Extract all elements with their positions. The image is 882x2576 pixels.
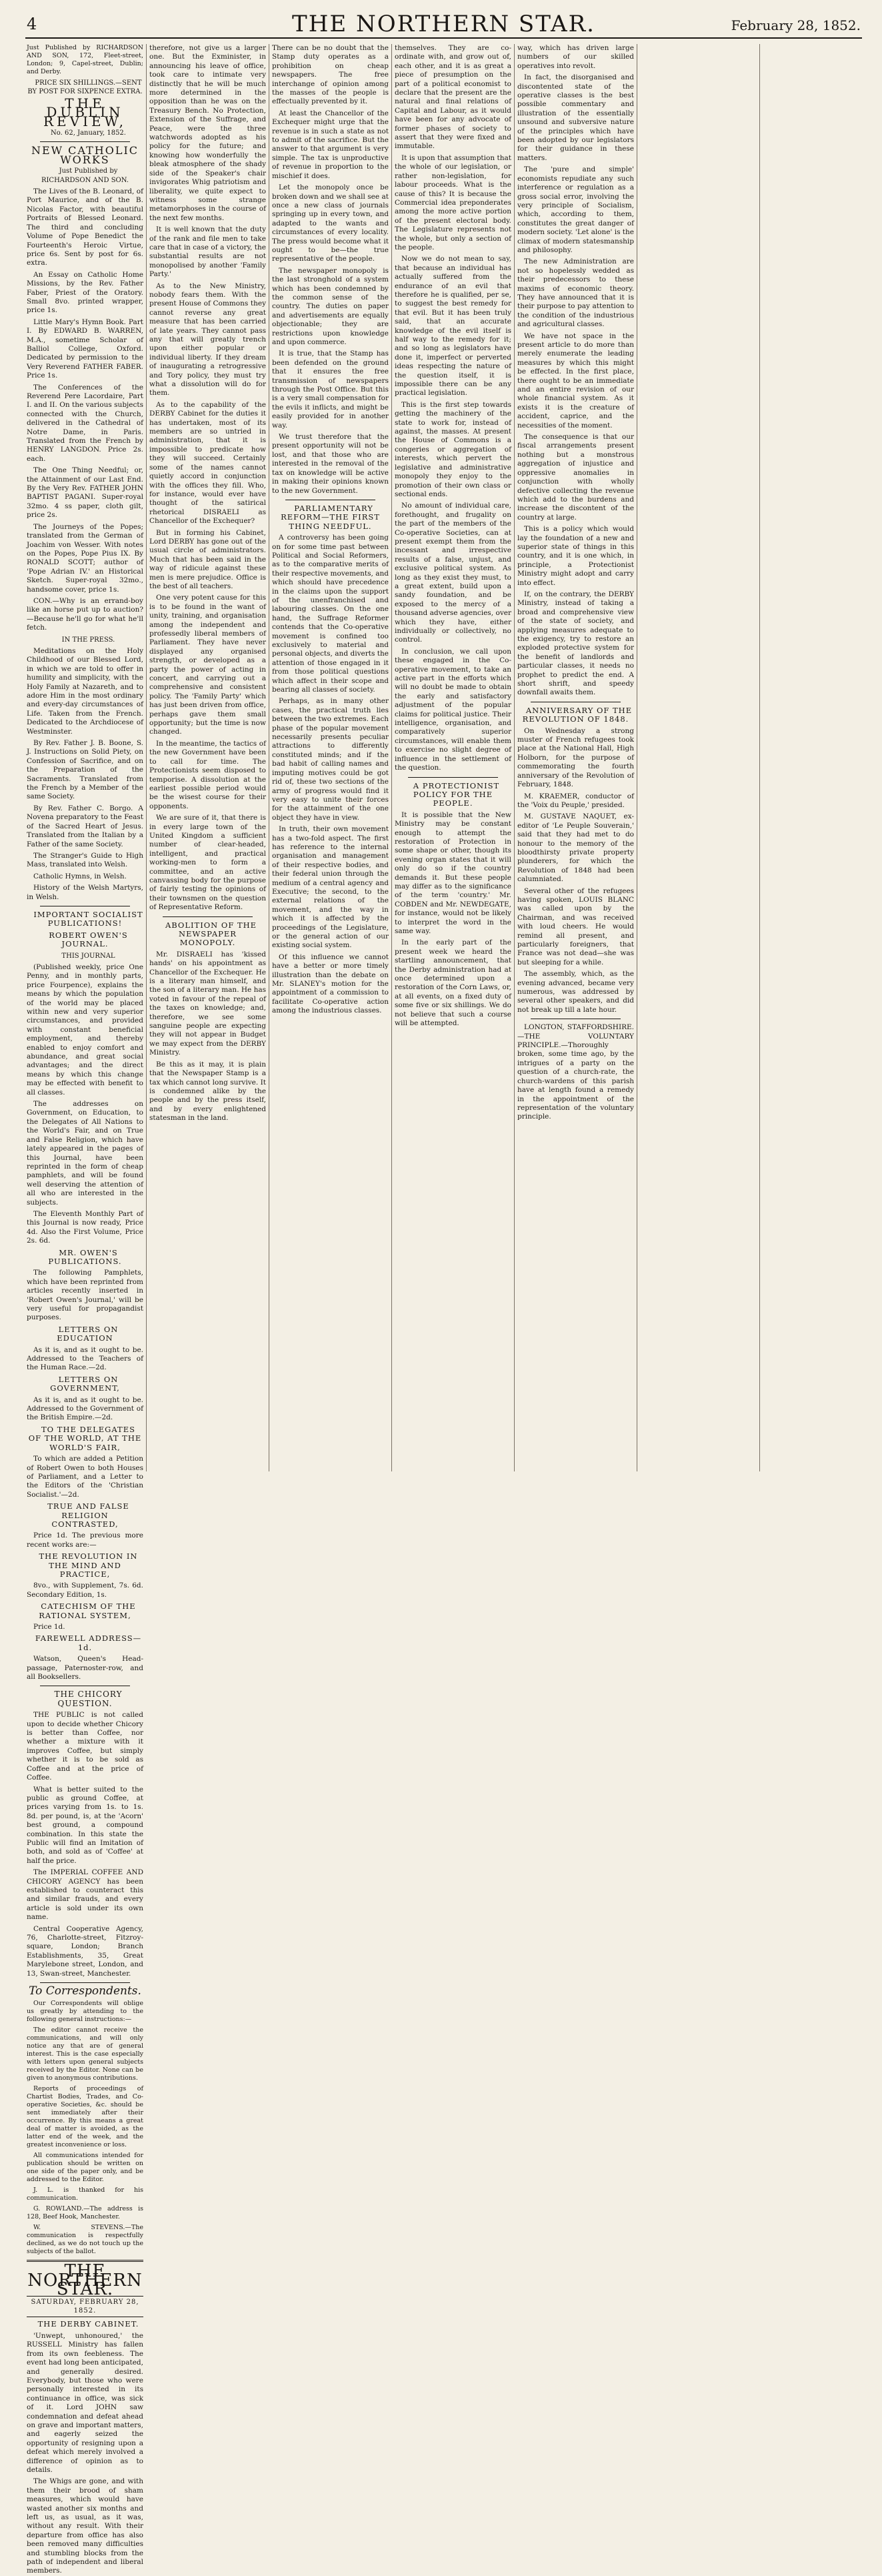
section-heading: IMPORTANT SOCIALIST PUBLICATIONS! <box>33 909 143 928</box>
advert-paragraph: By Rev. Father C. Borgo. A Novena preparatory to the Feast of the Sacred Heart of Jesus. Translated from the Italian by a Father of the same Society. <box>27 804 143 848</box>
section-heading: MR. OWEN'S PUBLICATIONS. <box>48 1247 122 1266</box>
section-heading: LETTERS ON EDUCATION <box>57 1324 119 1343</box>
section-heading: ROBERT OWEN'S JOURNAL. <box>49 930 128 949</box>
article-paragraph: At least the Chancellor of the Exchequer might urge that the revenue is in such a state as not to admit of the sacrifice. But the answer to that argument is very simple. The tax is unproductive of revenue in proportion to the mischief it does. <box>272 109 389 180</box>
advert-paragraph: The Journeys of the Popes; translated from the German of Joachim von Wesser. With notes on the Popes, Pope Pius IX. By RONALD SCOTT; author of 'Pope Adrian IV.' an Historical Sketch. Super-royal 32mo., handsome cover, price 1s. <box>27 522 143 594</box>
works-subtitle: Just Published by RICHARDSON AND SON. <box>41 167 129 184</box>
newspaper-title: THE NORTHERN STAR. <box>292 11 595 37</box>
article-paragraph: Perhaps, as in many other cases, the practical truth lies between the two extremes. Each phase of the popular movement necessarily presents peculiar attractions to differently constituted minds; and if the bad habit of calling names and imputing motives could be got rid of, these two sections of the army of progress would find it very easy to unite their forces for the attainment of the one object they have in view. <box>272 697 389 822</box>
advert-paragraph: CON.—Why is an errand-boy like an horse put up to auction?—Because he'll go for what he'll fetch. <box>27 596 143 632</box>
article-paragraph: therefore, not give us a larger one. But the Exminister, in announcing his leave of office, took care to intimate very distinctly that he will be much more determined in the opposition than he was on the Treasury Bench. No Protection, Extension of the Suffrage, and Peace, were the three watchwords adopted as his policy for the future; and knowing how wonderfully the bleak atmosphere of the shady side of the Speaker's chair invigorates Whig patriotism and liberality, we quite expect to witness some strange metamorphoses in the course of the next few months. <box>149 44 266 222</box>
article-paragraph: Several other of the refugees having spoken, LOUIS BLANC was called upon by the Chairman, and was received with loud cheers. He would remind all present, and particularly foreigners, that France was not dead—she was but sleeping for a while. <box>517 886 634 967</box>
section-heading: TO THE DELEGATES OF THE WORLD, AT THE WORLD'S FAIR, <box>28 1424 142 1452</box>
advert-paragraph: Little Mary's Hymn Book. Part I. By EDWARD B. WARREN, M.A., sometime Scholar of Balliol College, Oxford. Dedicated by permission to the Very Reverend FATHER FABER. Price 1s. <box>27 317 143 380</box>
article-paragraph: Of this influence we cannot have a better or more timely illustration than the debate on Mr. SLANEY's motion for the appointment of a commission to facilitate Co-operative action among the industrious classes. <box>272 952 389 1015</box>
article-paragraph: On Wednesday a strong muster of French refugees took place at the National Hall, High Holborn, for the purpose of commemorating the fourth anniversary of the Revolution of February, 1848. <box>517 726 634 789</box>
article-paragraph: One very potent cause for this is to be found in the want of unity, training, and organisation among the independent and professedly liberal members of Parliament. They have never displayed any organised strength, or developed as a party the power of acting in concert, and carrying out a comprehensive and consistent policy. The 'Family Party' which has just been driven from office, perhaps gave them small opportunity; but the time is now changed. <box>149 594 266 736</box>
review-title: THE DUBLIN REVIEW, <box>43 95 127 129</box>
advert-paragraph: The addresses on Government, on Education, to the Delegates of All Nations to the World's Fair, and on True and False Religion, which have lately appeared in the pages of this Journal, have been reprinted in the form of cheap pamphlets, and will be found well deserving the attention of all who are interested in the subjects. <box>27 1100 143 1207</box>
article-paragraph: The Whigs are gone, and with them their brood of sham measures, which would have wasted another six months and left us, as usual, as it was, without any result. With their departure from office has also been removed many difficulties and stumbling blocks from the path of independent and liberal members. <box>27 2477 143 2575</box>
advert-paragraph: 8vo., with Supplement, 7s. 6d. Secondary Edition, 1s. <box>27 1581 143 1599</box>
notice-paragraph: W. STEVENS.—The communication is respectfully declined, as we do not touch up the subjects of the ballot. <box>27 2224 143 2256</box>
article-paragraph: M. GUSTAVE NAQUET, ex-editor of 'Le Peuple Souverain,' said that they had met to do honour to the memory of the bloodthirsty private property plunderers, for which the Revolution of 1848 had been calumniated. <box>517 812 634 884</box>
section-heading: LETTERS ON GOVERNMENT, <box>50 1374 120 1393</box>
column-rule <box>391 44 392 1471</box>
article-paragraph: We are sure of it, that there is in every large town of the United Kingdom a sufficient number of clear-headed, intelligent, and practical working-men to form a committee, and an active canvassing body for the purpose of fairly testing the opinions of their townsmen on the question of Representative Reform. <box>149 814 266 912</box>
advert-paragraph: Central Cooperative Agency, 76, Charlotte-street, Fitzroy-square, London; Branch Establishments, 35, Great Marylebone street, London, and 13, Swan-street, Manchester. <box>27 1924 143 1978</box>
advert-paragraph: By Rev. Father J. B. Boone, S. J. Instructions on Solid Piety, on Confession of Sacrifice, and on the Preparation of the Sacraments. Translated from the French by a Member of the same Society. <box>27 739 143 801</box>
advert-paragraph: The Conferences of the Reverend Pere Lacordaire, Part I. and II. On the various subjects connected with the Church, delivered in the Cathedral of Notre Dame, in Paris. Translated from the French by HENRY LANGDON. Price 2s. each. <box>27 383 143 463</box>
article-paragraph: It is upon that assumption that the whole of our legislation, or rather non-legislation, for labour proceeds. What is the cause of this? It is because the Commercial idea preponderates among the more active portion of the present electoral body. The Legislature represents not the whole, but only a section of the people. <box>395 153 511 251</box>
price-line: PRICE SIX SHILLINGS.—SENT BY POST FOR SIXPENCE EXTRA. <box>27 79 143 96</box>
advert-paragraph: Watson, Queen's Head-passage, Paternoster-row, and all Booksellers. <box>27 1655 143 1682</box>
section-heading: FAREWELL ADDRESS—1d. <box>35 1634 142 1652</box>
advert-paragraph: Price 1d. The previous more recent works are:— <box>27 1531 143 1549</box>
article-paragraph: There can be no doubt that the Stamp duty operates as a prohibition on cheap newspapers. The free interchange of opinion among the masses of the people is effectually prevented by it. <box>272 44 389 106</box>
section-heading: THE REVOLUTION IN THE MIND AND PRACTICE, <box>39 1551 138 1579</box>
column-rule <box>759 44 760 1471</box>
notice-paragraph: Our Correspondents will oblige us greatly by attending to the following general instructions:— <box>27 2000 143 2024</box>
advert-paragraph: The IMPERIAL COFFEE AND CHICORY AGENCY has been established to counteract this and similar frauds, and every article is sold under its own name. <box>27 1868 143 1922</box>
advert-paragraph: What is better suited to the public as ground Coffee, at prices varying from 1s. to 1s. 8d. per pound, is, at the 'Acorn' best ground, a compound combination. In this state the Public will find an Imitation of both, and sold as of 'Coffee' at half the price. <box>27 1785 143 1865</box>
notice-paragraph: J. L. is thanked for his communication. <box>27 2186 143 2202</box>
column-5 <box>517 44 634 1471</box>
article-paragraph: The new Administration are not so hopelessly wedded as their predecessors to these maxims of economic theory. They have announced that it is their purpose to pay attention to the condition of the industrious and agricultural classes. <box>517 257 634 329</box>
column-2 <box>149 44 266 1471</box>
notice-paragraph: Reports of proceedings of Chartist Bodies, Trades, and Co-operative Societies, &c. should be sent immediately after their occurrence. By this means a great deal of matter is avoided, as the latter end of the week, and the greatest inconvenience or loss. <box>27 2085 143 2149</box>
advert-paragraph: Price 1d. <box>33 1623 65 1631</box>
article-paragraph: It is possible that the New Ministry may be constant enough to attempt the restoration of Protection in some shape or other, though its evening organ states that it will only do so if the country demands it. But these people may differ as to the significance of the term 'country.' Mr. COBDEN and Mr. NEWDEGATE, for instance, would not be likely to interpret the word in the same way. <box>395 810 511 935</box>
article-paragraph: The 'pure and simple' economists repudiate any such interference or regulation as a gross social error, involving the very principle of Socialism, which, according to them, constitutes the great danger of modern society. 'Let alone' is the climax of modern statesmanship and philosophy. <box>517 165 634 254</box>
article-paragraph: In conclusion, we call upon these engaged in the Co-operative movement, to take an active part in the efforts which will no doubt be made to obtain the early and satisfactory adjustment of the popular claims for political justice. Their intelligence, organisation, and comparatively superior circumstances, will enable them to exercise no slight degree of influence in the settlement of the question. <box>395 647 511 772</box>
article-paragraph: Now we do not mean to say, that because an individual has actually suffered from the endurance of an evil that therefore he is qualified, per se, to suggest the best remedy for that evil. But it has been truly said, that an accurate knowledge of the evil itself is half way to the remedy for it; and so long as legislators have done it, imperfect or perverted ideas respecting the nature of the question itself, it is impossible there can be any practical legislation. <box>395 255 511 398</box>
section-heading: CATECHISM OF THE RATIONAL SYSTEM, <box>39 1601 136 1620</box>
article-paragraph: This is a policy which would lay the foundation of a new and superior state of things in this country, and it is one which, in principle, a Protectionist Ministry might adopt and carry into effect. <box>517 525 634 587</box>
column-rule <box>514 44 515 1471</box>
article-paragraph: In fact, the disorganised and discontented state of the operative classes is the best possible commentary and illustration of the essentially unsound and subversive nature of the principles which have been adopted by our legislators for their guidance in these matters. <box>517 73 634 162</box>
page-number: 4 <box>27 15 37 33</box>
advert-paragraph: History of the Welsh Martyrs, in Welsh. <box>27 884 143 901</box>
review-issue: No. 62, January, 1852. <box>51 129 126 137</box>
article-heading: ABOLITION OF THE NEWSPAPER MONOPOLY. <box>165 920 257 948</box>
advert-paragraph: The One Thing Needful; or, the Attainment of our Last End. By the Very Rev. FATHER JOHN BAPTIST PAGANI. Super-royal 32mo. 4 ss paper, cloth gilt, price 2s. <box>27 466 143 520</box>
publisher-notice: Just Published by RICHARDSON AND SON, 172, Fleet-street, London; 9, Capel-street, Dublin; and Derby. <box>27 44 143 75</box>
article-paragraph: If, on the contrary, the DERBY Ministry, instead of taking a broad and comprehensive view of the state of society, and applying measures adequate to the exigency, try to restore an exploded protective system for the benefit of landlords and particular classes, it needs no prophet to predict the end. A short shrift, and speedy downfall awaits them. <box>517 590 634 697</box>
article-paragraph: But in forming his Cabinet, Lord DERBY has gone out of the usual circle of administrators. Much that has been said in the way of ridicule against these men is mere prejudice. Office is the best of all teachers. <box>149 528 266 590</box>
masthead: THE NORTHERN STAR. <box>27 2261 143 2300</box>
article-paragraph: Be this as it may, it is plain that the Newspaper Stamp is a tax which cannot long survive. It is condemned alike by the people and by the press itself, and by every enlightened statesman in the land. <box>149 1060 266 1123</box>
advert-paragraph: An Essay on Catholic Home Missions, by the Rev. Father Faber, Priest of the Oratory. Small 8vo. printed wrapper, price 1s. <box>27 270 143 315</box>
advert-paragraph: The following Pamphlets, which have been reprinted from articles recently inserted in 'Robert Owen's Journal,' will be very useful for propagandist purposes. <box>27 1269 143 1322</box>
notice-paragraph: G. ROWLAND.—The address is 128, Beef Hook, Manchester. <box>27 2205 143 2221</box>
advert-paragraph: The Lives of the B. Leonard, of Port Maurice, and of the B. Nicolas Factor, with beautiful Portraits of Blessed Leonard. The third and concluding Volume of Pope Benedict the Fourteenth's Heroic Virtue, price 6s. Sent by post for 6s. extra. <box>27 187 143 267</box>
article-paragraph: We trust therefore that the present opportunity will not be lost, and that those who are interested in the removal of the tax on knowledge will be active in making their opinions known to the new Government. <box>272 433 389 495</box>
advert-paragraph: To which are added a Petition of Robert Owen to both Houses of Parliament, and a Letter to the Editors of the 'Christian Socialist.'—2d. <box>27 1455 143 1499</box>
article-paragraph: LONGTON, STAFFORDSHIRE.—THE VOLUNTARY PRINCIPLE.—Thoroughly broken, some time ago, by the intrigues of a party on the question of a church-rate, the church-wardens of this parish have at length found a remedy in the appointment of the representation of the voluntary principle. <box>517 1023 634 1121</box>
article-paragraph: The consequence is that our fiscal arrangements present nothing but a monstrous aggregation of injustice and oppressive anomalies in conjunction with wholly defective collecting the revenue which add to the burdens and increase the discontent of the country at large. <box>517 433 634 522</box>
divider <box>408 777 498 778</box>
article-paragraph: It is well known that the duty of the rank and file men to take care that in case of a victory, the substantial results are not monopolised by another 'Family Party.' <box>149 225 266 279</box>
article-paragraph: Let the monopoly once be broken down and we shall see at once a new class of journals springing up in every town, and adapted to the wants and circumstances of every locality. The press would become what it ought to be—the true representative of the people. <box>272 183 389 263</box>
article-paragraph: way, which has driven large numbers of our skilled operatives into revolt. <box>517 44 634 70</box>
article-paragraph: A controversy has been going on for some time past between Political and Social Reformers, as to the comparative merits of their respective movements, and which should have precedence in the claims upon the support of the unenfranchised and labouring classes. On the one hand, the Suffrage Reformer contends that the Co-operative movement is confined too exclusively to material and personal objects, and diverts the attention of those engaged in it from those political questions which affect in their scope and bearing all classes of society. <box>272 534 389 694</box>
dateline: SATURDAY, FEBRUARY 28, 1852. <box>27 2296 143 2318</box>
article-paragraph: As to the New Ministry, nobody fears them. With the present House of Commons they cannot reverse any great measure that has been carried of late years. They cannot pass any that will greatly trench upon either popular or individual liberty. If they dream of inaugurating a retrogressive and Tory policy, they must try what a dissolution will do for them. <box>149 281 266 398</box>
article-paragraph: We have not space in the present article to do more than merely enumerate the leading measures by which this might be effected. In the first place, there ought to be an immediate and an entire revision of our whole financial system. As it exists it is the creature of accident, caprice, and the necessities of the moment. <box>517 332 634 430</box>
article-paragraph: The newspaper monopoly is the last stronghold of a system which has been condemned by the common sense of the country. The duties on paper and advertisements are equally objectionable; they are restrictions upon knowledge and upon commerce. <box>272 266 389 346</box>
section-subheading: THIS JOURNAL <box>61 952 115 960</box>
advert-paragraph: Meditations on the Holy Childhood of our Blessed Lord, in which we are told to offer in humility and simplicity, with the Holy Family at Nazareth, and to adore Him in the most ordinary and every-day circumstances of Life. Taken from the French. Dedicated to the Archdiocese of Westminster. <box>27 646 143 736</box>
article-paragraph: As to the capability of the DERBY Cabinet for the duties it has undertaken, most of its members are so untried in administration, that it is impossible to predicate how they will succeed. Certainly some of the names cannot quietly accord in conjunction with the offices they fill. Who, for instance, would ever have thought of the satirical rhetorical DISRAELI as Chancellor of the Exchequer? <box>149 400 266 526</box>
advert-paragraph: The Stranger's Guide to High Mass, translated into Welsh. <box>27 851 143 869</box>
article-heading: PARLIAMENTARY REFORM—THE FIRST THING NEEDFUL. <box>281 503 380 531</box>
article-paragraph: M. KRAEMER, conductor of the 'Voix du Peuple,' presided. <box>517 792 634 809</box>
divider <box>40 1982 130 1983</box>
issue-date: February 28, 1852. <box>731 17 861 33</box>
article-paragraph: Mr. DISRAELI has 'kissed hands' on his appointment as Chancellor of the Exchequer. He is a literary man himself, and the son of a literary man. He has voted in favour of the repeal of the taxes on knowledge; and, therefore, we see some sanguine people are expecting they will not appear in Budget we may expect from the DERBY Ministry. <box>149 950 266 1057</box>
section-heading: THE CHICORY QUESTION. <box>54 1690 123 1708</box>
page-header <box>25 8 862 39</box>
correspondents-heading: To Correspondents. <box>29 1984 141 1998</box>
notice-paragraph: All communications intended for publication should be written on one side of the paper only, and be addressed to the Editor. <box>27 2152 143 2184</box>
article-paragraph: It is true, that the Stamp has been defended on the ground that it ensures the free transmission of newspapers through the Post Office. But this is a very small compensation for the evils it inflicts, and might be easily provided for in another way. <box>272 350 389 430</box>
article-paragraph: This is the first step towards getting the machinery of the state to work for, instead of against, the masses. At present the House of Commons is a congeries or aggregation of interests, which pervert the legislative and administrative monopoly they enjoy to the promotion of their own class or sectional ends. <box>395 400 511 498</box>
divider <box>163 916 253 917</box>
article-heading: A PROTECTIONIST POLICY FOR THE PEOPLE. <box>413 780 500 808</box>
press-label: IN THE PRESS. <box>61 636 115 644</box>
works-title: NEW CATHOLIC WORKS <box>31 144 139 166</box>
column-3 <box>272 44 389 1471</box>
article-heading: ANNIVERSARY OF THE REVOLUTION OF 1848. <box>522 705 633 724</box>
article-paragraph: In truth, their own movement has a two-fold aspect. The first has reference to the internal organisation and management of their respective bodies, and their federal union through the medium of a central agency and Executive; the second, to the external relations of the movement, and the way in which it is affected by the proceedings of the Legislature, or the general action of our existing social system. <box>272 825 389 950</box>
article-paragraph: 'Unwept, unhonoured,' the RUSSELL Ministry has fallen from its own feebleness. The event had long been anticipated, and generally desired. Everybody, but those who were personally interested in its continuance in office, was sick of it. Lord JOHN saw condemnation and defeat ahead on grave and important matters, and eagerly seized the opportunity of resigning upon a defeat which merely involved a difference of opinion as to details. <box>27 2331 143 2474</box>
article-paragraph: In the meantime, the tactics of the new Government have been to call for time. The Protectionists seem disposed to temporise. A dissolution at the earliest possible period would be the wisest course for their opponents. <box>149 739 266 810</box>
article-paragraph: No amount of individual care, forethought, and frugality on the part of the members of the Co-operative Societies, can at present exempt them from the incessant and irrespective results of a false, unjust, and exclusive political system. As long as they exist they must, to a great extent, build upon a sandy foundation, and be exposed to the mercy of a thousand adverse agencies, over which they have, either individually or collectively, no control. <box>395 502 511 644</box>
column-4 <box>395 44 511 1471</box>
advert-paragraph: The Eleventh Monthly Part of this Journal is now ready, Price 4d. Also the First Volume, Price 2s. 6d. <box>27 1209 143 1245</box>
article-paragraph: themselves. They are co-ordinate with, and grow out of, each other, and it is as great a piece of presumption on the part of a political economist to declare that the present are the natural and final relations of Capital and Labour, as it would have been for any advocate of former phases of society to assert that they were fixed and immutable. <box>395 44 511 151</box>
advert-paragraph: As it is, and as it ought to be. Addressed to the Government of the British Empire.—2d. <box>27 1395 143 1422</box>
article-heading: THE DERBY CABINET. <box>37 2319 139 2329</box>
column-rule <box>146 44 147 1471</box>
article-paragraph: The assembly, which, as the evening advanced, became very numerous, was addressed by several other speakers, and did not break up till a late hour. <box>517 970 634 1014</box>
advert-paragraph: Catholic Hymns, in Welsh. <box>33 872 127 880</box>
advert-paragraph: THE PUBLIC is not called upon to decide whether Chicory is better than Coffee, nor whether a mixture with it improves Coffee, but simply whether it is to be sold as Coffee and at the price of Coffee. <box>27 1711 143 1782</box>
column-1 <box>27 44 143 2575</box>
article-paragraph: In the early part of the present week we heard the startling announcement, that the Derby administration had at once determined upon a restoration of the Corn Laws, or, at all events, on a fixed duty of some five or six shillings. We do not believe that such a course will be attempted. <box>395 938 511 1028</box>
divider <box>40 141 130 142</box>
notice-paragraph: The editor cannot receive the communications, and will only notice any that are of general interest. This is the case especially with letters upon general subjects received by the Editor. None can be given to anonymous contributions. <box>27 2026 143 2082</box>
advert-paragraph: (Published weekly, price One Penny, and in monthly parts, price Fourpence), explains the means by which the population of the world may be placed within new and very superior circumstances, and provided with constant beneficial employment, and thereby enabled to enjoy comfort and abundance, and great social advantages; and the direct means by which this change may be effected with benefit to all classes. <box>27 962 143 1097</box>
section-heading: TRUE AND FALSE RELIGION CONTRASTED, <box>47 1501 129 1529</box>
advert-paragraph: As it is, and as it ought to be. Addressed to the Teachers of the Human Race.—2d. <box>27 1345 143 1372</box>
